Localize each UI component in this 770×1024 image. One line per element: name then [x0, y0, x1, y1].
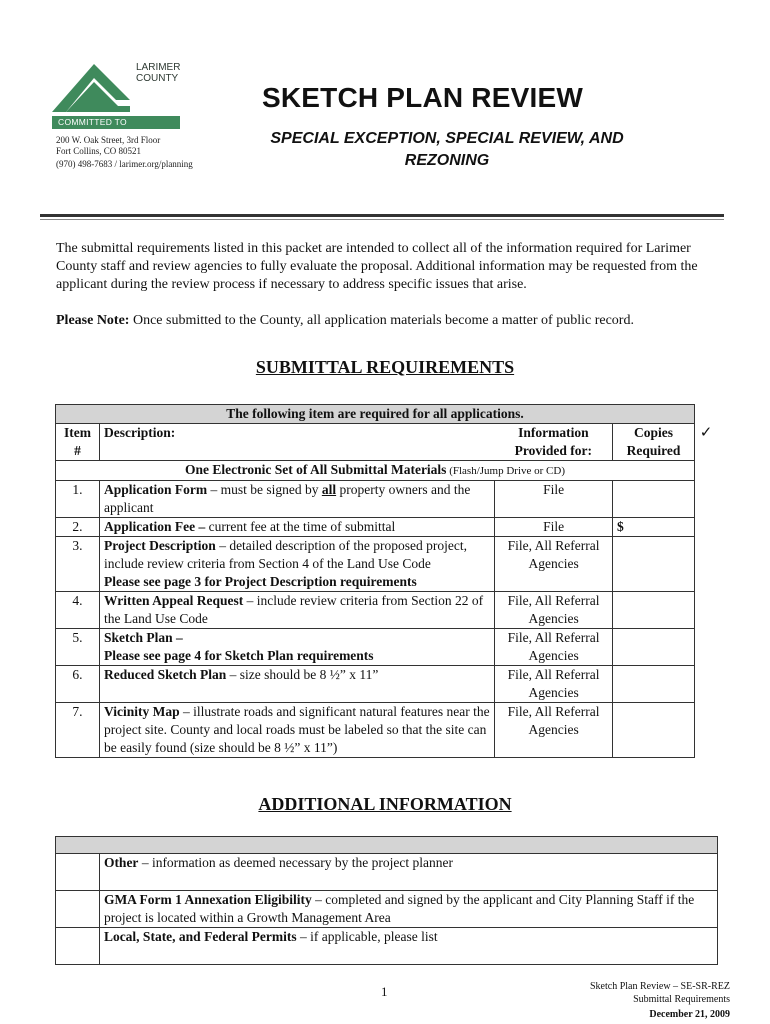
row-check-cell[interactable] — [694, 703, 717, 758]
row-text: – include review criteria from Section 22 of the Land Use Code — [103, 593, 484, 626]
additional-row-text — [99, 928, 717, 965]
row-text: – must be signed by — [207, 482, 322, 497]
logo-name-line2: COUNTY — [136, 73, 179, 84]
row-check-cell[interactable] — [694, 666, 717, 703]
row-description — [99, 518, 494, 537]
row-text: current fee at the time of submittal — [205, 519, 396, 534]
row-title: Written Appeal Request — [103, 593, 244, 608]
row-number: 1. — [56, 481, 100, 518]
note-text: Once submitted to the County, all application materials become a matter of public record. — [129, 313, 634, 328]
col-copies-label-1: Copies — [633, 425, 673, 440]
table-row — [56, 928, 718, 965]
row-copies-field[interactable] — [613, 537, 695, 592]
footer-line-2: Submittal Requirements — [633, 994, 730, 1005]
row-number: 5. — [56, 629, 100, 666]
electronic-set-label — [56, 461, 695, 481]
row-copies-field[interactable] — [613, 703, 695, 758]
row-number: 6. — [56, 666, 100, 703]
row-text: – illustrate roads and significant natural features near the project site. County and local roads must be labeled so that the site can be easily found (size should be 8 ½” x 11”) — [103, 704, 490, 755]
table-row — [56, 666, 718, 703]
row-info: File, All Referral Agencies — [495, 703, 613, 758]
row-title: Vicinity Map — [103, 704, 180, 719]
footer-line-1: Sketch Plan Review – SE-SR-REZ — [590, 981, 730, 992]
row-note: Please see page 3 for Project Description requirements — [103, 574, 417, 589]
additional-row-text — [99, 891, 717, 928]
table-row — [56, 481, 718, 518]
row-info: File, All Referral Agencies — [495, 537, 613, 592]
row-text: – completed and signed by the applicant and City Planning Staff if the project is located within a Growth Management Area — [103, 892, 695, 925]
row-copies-field[interactable]: $ — [613, 518, 695, 537]
row-copies-field[interactable] — [613, 629, 695, 666]
row-title: Sketch Plan – — [103, 630, 183, 645]
row-check-cell[interactable] — [694, 481, 717, 518]
additional-banner-row — [56, 837, 718, 854]
row-title: Application Fee – — [103, 519, 206, 534]
page-number: 1 — [381, 984, 388, 999]
table-header-row — [56, 424, 718, 461]
row-emphasis: all — [321, 482, 337, 497]
row-info: File — [495, 481, 613, 518]
row-text: – size should be 8 ½” x 11” — [226, 667, 379, 682]
table-row — [56, 629, 718, 666]
row-check-cell[interactable] — [694, 518, 717, 537]
row-info: File, All Referral Agencies — [495, 592, 613, 629]
table-row — [56, 592, 718, 629]
row-copies-field[interactable] — [613, 592, 695, 629]
additional-row-text — [99, 854, 717, 891]
row-check-cell[interactable] — [694, 592, 717, 629]
table-row — [56, 891, 718, 928]
subtitle-line-2: REZONING — [404, 152, 490, 169]
table-row — [56, 854, 718, 891]
electronic-set-title: One Electronic Set of All Submittal Materials — [184, 462, 447, 477]
row-description — [99, 592, 494, 629]
row-description — [99, 481, 494, 518]
row-check-cell[interactable] — [694, 537, 717, 592]
row-number: 7. — [56, 703, 100, 758]
subtitle-line-1: SPECIAL EXCEPTION, SPECIAL REVIEW, AND — [270, 130, 624, 147]
header-divider — [40, 214, 724, 217]
col-info-header — [495, 424, 613, 461]
table-banner-row — [56, 405, 718, 424]
row-number: 2. — [56, 518, 100, 537]
table-row — [56, 537, 718, 592]
row-number: 4. — [56, 592, 100, 629]
document-title: SKETCH PLAN REVIEW — [262, 82, 583, 113]
row-check-cell[interactable] — [694, 629, 717, 666]
table-banner: The following item are required for all applications. — [56, 405, 695, 424]
row-text: – information as deemed necessary by the project planner — [138, 855, 453, 870]
table-row — [56, 518, 718, 537]
footer-date: December 21, 2009 — [649, 1009, 730, 1020]
larimer-county-logo — [52, 60, 182, 137]
row-description — [99, 537, 494, 592]
col-item-hash: # — [74, 443, 81, 458]
row-copies-field[interactable] — [613, 481, 695, 518]
col-description-header: Description: — [99, 424, 494, 461]
address-line-1: 200 W. Oak Street, 3rd Floor — [56, 135, 161, 145]
logo-name-line1: LARIMER — [136, 62, 181, 73]
row-check-cell[interactable] — [56, 891, 100, 928]
row-title: Other — [103, 855, 139, 870]
col-copies-label-2: Required — [626, 443, 681, 458]
intro-paragraph: The submittal requirements listed in this packet are intended to collect all of the information required for Larimer County staff and review agencies to fully evaluate the proposal. Additional information may be requested from the applicant during the review process if necessary to address specific issues that arise. — [56, 241, 698, 292]
col-item-label: Item — [63, 425, 91, 440]
row-check-cell[interactable] — [56, 928, 100, 965]
col-info-label-2: Provided for: — [514, 443, 593, 458]
col-copies-header — [613, 424, 695, 461]
electronic-set-row — [56, 461, 718, 481]
row-title: Project Description — [103, 538, 216, 553]
row-description — [99, 703, 494, 758]
submittal-requirements-table — [55, 404, 718, 758]
row-title: Reduced Sketch Plan — [103, 667, 227, 682]
row-title: Application Form — [103, 482, 208, 497]
additional-information-table — [55, 836, 718, 965]
row-copies-field[interactable] — [613, 666, 695, 703]
row-info: File, All Referral Agencies — [495, 629, 613, 666]
submittal-heading: SUBMITTAL REQUIREMENTS — [255, 357, 515, 377]
row-info: File, All Referral Agencies — [495, 666, 613, 703]
row-number: 3. — [56, 537, 100, 592]
contact-line: (970) 498-7683 / larimer.org/planning — [56, 159, 193, 169]
row-text: – if applicable, please list — [296, 929, 438, 944]
row-title: GMA Form 1 Annexation Eligibility — [103, 892, 312, 907]
logo-tagline: COMMITTED TO EXCELLENCE — [58, 117, 127, 137]
document-footer — [540, 980, 730, 1021]
electronic-set-note: (Flash/Jump Drive or CD) — [446, 465, 565, 477]
header-divider-thin — [40, 219, 724, 220]
row-description — [99, 666, 494, 703]
row-title: Local, State, and Federal Permits — [103, 929, 297, 944]
document-subtitle — [232, 128, 662, 172]
row-info: File — [495, 518, 613, 537]
additional-heading: ADDITIONAL INFORMATION — [258, 794, 512, 814]
row-check-cell[interactable] — [56, 854, 100, 891]
note-paragraph — [56, 312, 716, 330]
col-info-label-1: Information — [518, 425, 589, 440]
row-note: Please see page 4 for Sketch Plan requirements — [103, 648, 374, 663]
address-line-2: Fort Collins, CO 80521 — [56, 146, 142, 156]
row-text-2: property owners and the applicant — [103, 482, 471, 515]
col-item-header — [56, 424, 100, 461]
table-row — [56, 703, 718, 758]
row-description — [99, 629, 494, 666]
note-label: Please Note: — [56, 313, 130, 328]
checkmark-icon: ✓ — [699, 424, 713, 441]
row-text: – detailed description of the proposed project, include review criteria from Section 4 of the Land Use Code — [103, 538, 467, 571]
